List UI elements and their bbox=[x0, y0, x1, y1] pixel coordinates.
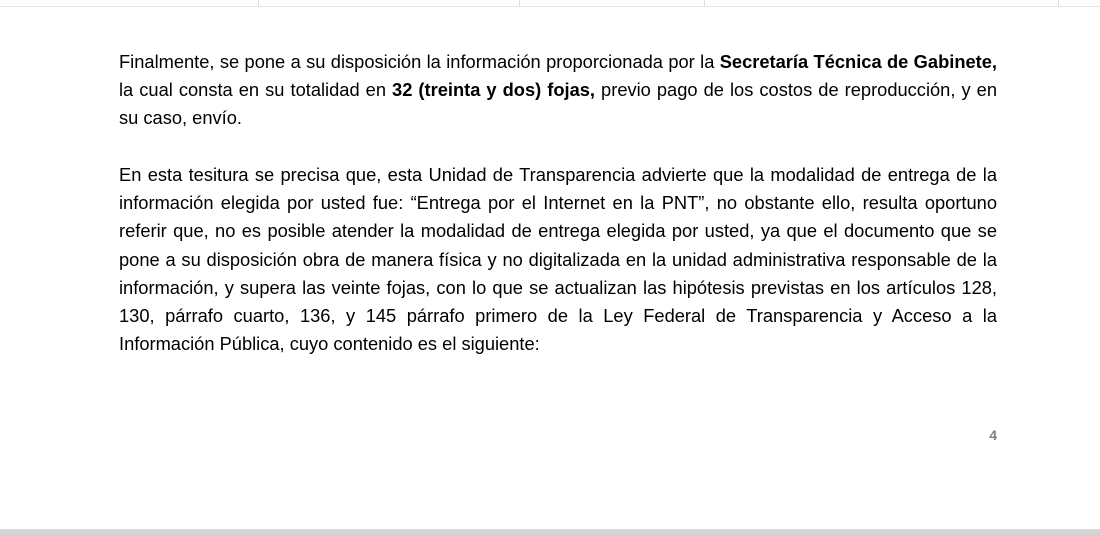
page-edge-divider bbox=[1058, 0, 1059, 6]
page-edge-divider bbox=[258, 0, 259, 6]
document-page bbox=[0, 7, 1100, 529]
page-body bbox=[119, 48, 997, 358]
page-edge-divider bbox=[704, 0, 705, 6]
paragraph-text: previo pago de los costos de reproducción, y en su caso, envío. bbox=[119, 79, 997, 129]
page-gap-shadow bbox=[0, 529, 1100, 536]
paragraph-text: Finalmente, se pone a su disposición la información proporcionada por la bbox=[119, 51, 720, 72]
page-edge-divider bbox=[519, 0, 520, 6]
bold-secretaria-tecnica: Secretaría Técnica de Gabinete, bbox=[719, 51, 997, 72]
paragraph-text: la cual consta en su totalidad en bbox=[119, 79, 393, 101]
page-number: 4 bbox=[989, 427, 997, 443]
bold-fojas-count: 32 (treinta y dos) fojas, bbox=[392, 79, 596, 101]
previous-page-edge bbox=[0, 0, 1100, 7]
paragraph-disposicion bbox=[119, 48, 997, 133]
paragraph-modalidad-entrega: En esta tesitura se precisa que, esta Unidad de Transparencia advierte que la modalidad de entrega de la información elegida por usted fue: “Entrega por el Internet en la PNT”, no obstante ello, resulta oportuno referir que, no es posible atender la modalidad de entrega elegida por usted, ya que el documento que se pone a su disposición obra de manera física y no digitalizada en la unidad administrativa responsable de la información, y supera las veinte fojas, con lo que se actualizan las hipótesis previstas en los artículos 128, 130, párrafo cuarto, 136, y 145 párrafo primero de la Ley Federal de Transparencia y Acceso a la Información Pública, cuyo contenido es el siguiente: bbox=[119, 164, 997, 355]
